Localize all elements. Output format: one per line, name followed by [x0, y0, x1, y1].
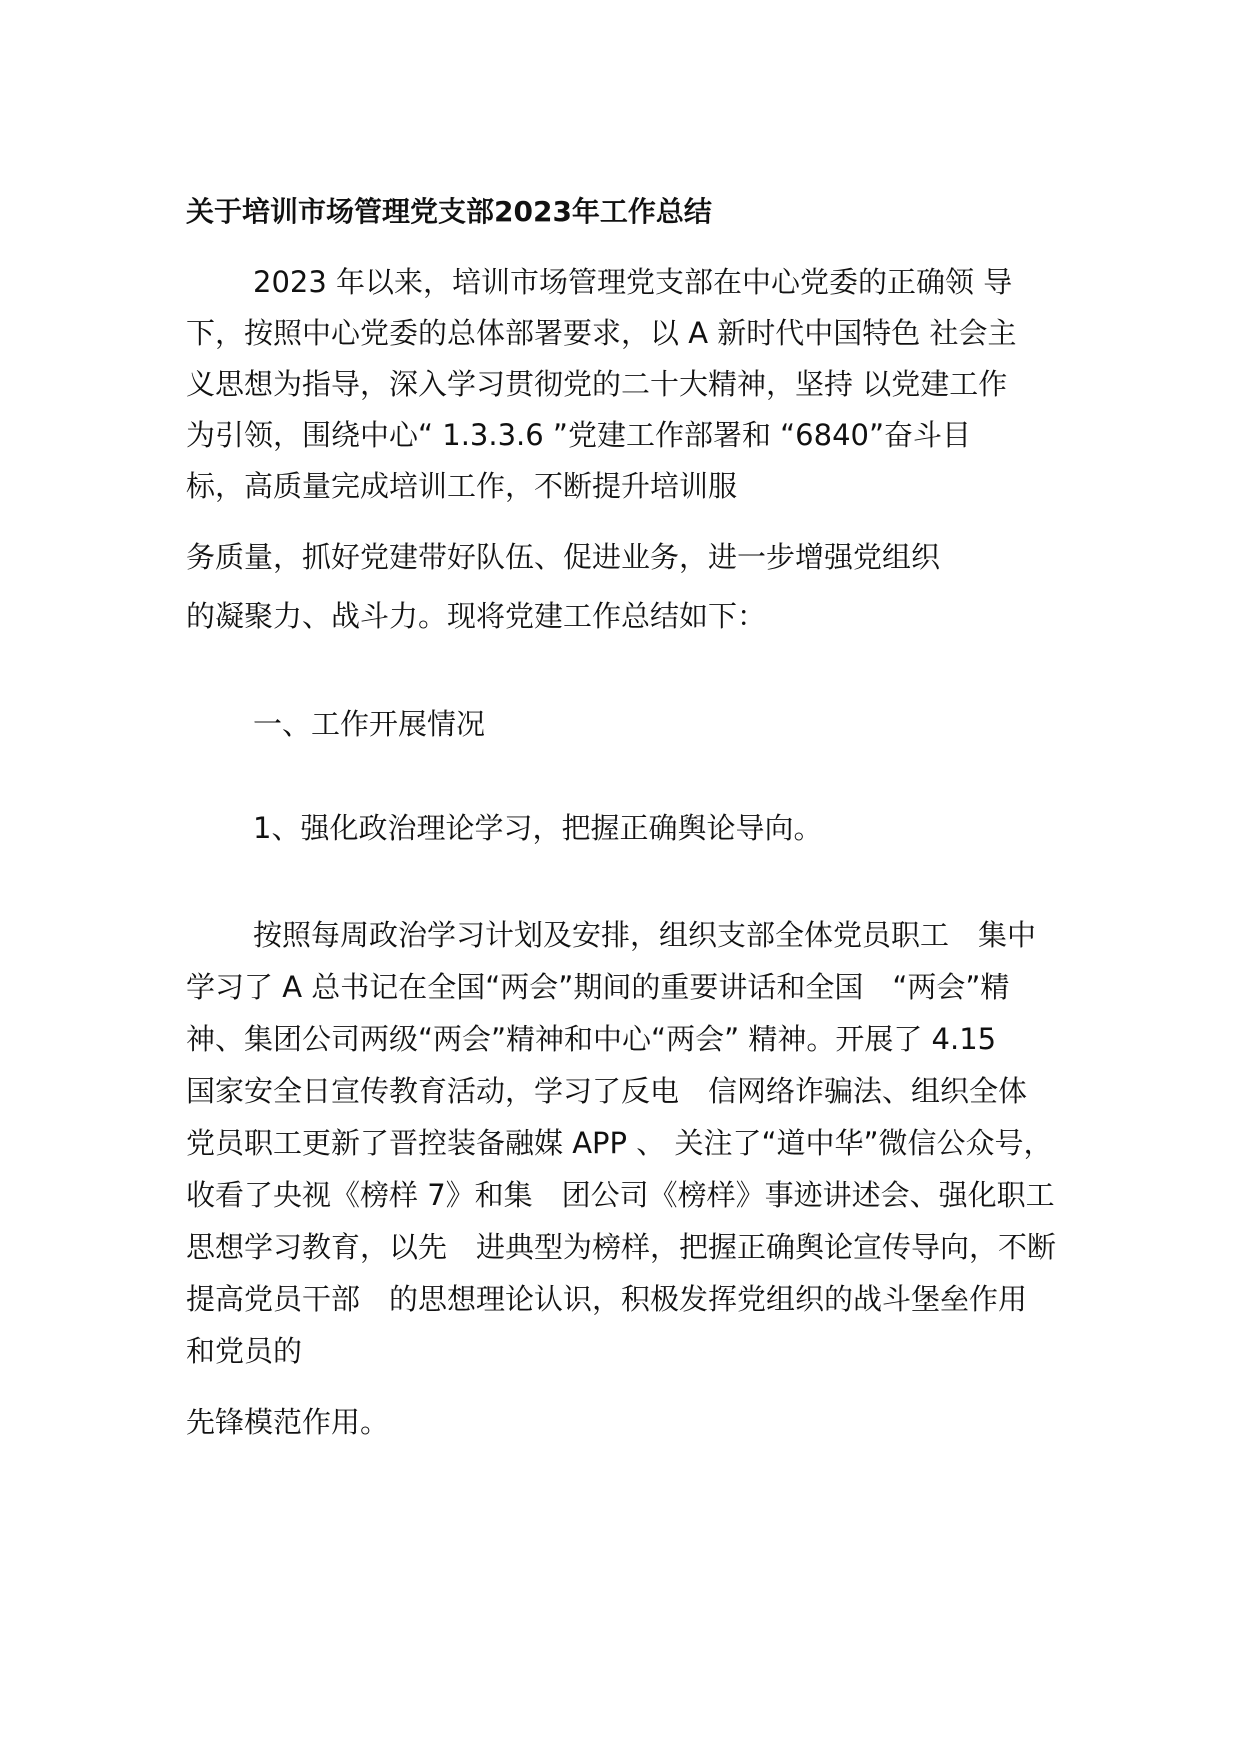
- body-line-9: 和党员的: [186, 1334, 303, 1368]
- body-line-7: 思想学习教育，以先 进典型为榜样，把握正确舆论宣传导向，不断: [186, 1230, 1057, 1264]
- body-line-10: 先锋模范作用。: [186, 1405, 390, 1439]
- intro-line-5: 标，高质量完成培训工作，不断提升培训服: [186, 469, 738, 503]
- intro-line-2: 下，按照中心党委的总体部署要求，以 A 新时代中国特色 社会主: [186, 316, 1017, 350]
- intro-line-1: 2023 年以来，培训市场管理党支部在中心党委的正确领 导: [253, 265, 1013, 299]
- body-line-1: 按照每周政治学习计划及安排，组织支部全体党员职工 集中: [253, 918, 1037, 952]
- body-line-6: 收看了央视《榜样 7》和集 团公司《榜样》事迹讲述会、强化职工: [186, 1178, 1055, 1212]
- intro-line-7: 的凝聚力、战斗力。现将党建工作总结如下：: [186, 599, 767, 633]
- body-line-5: 党员职工更新了晋控装备融媒 APP 、 关注了“道中华”微信公众号，: [186, 1126, 1053, 1160]
- body-line-4: 国家安全日宣传教育活动，学习了反电 信网络诈骗法、组织全体: [186, 1074, 1028, 1108]
- body-line-3: 神、集团公司两级“两会”精神和中心“两会” 精神。开展了 4.15: [186, 1022, 997, 1056]
- document-title: 关于培训市场管理党支部2023年工作总结: [186, 195, 712, 228]
- intro-line-3: 义思想为指导，深入学习贯彻党的二十大精神，坚持 以党建工作: [186, 367, 1008, 401]
- section-heading: 一、工作开展情况: [253, 707, 486, 741]
- body-line-8: 提高党员干部 的思想理论认识，积极发挥党组织的战斗堡垒作用: [186, 1282, 1028, 1316]
- subsection-heading: 1、强化政治理论学习，把握正确舆论导向。: [253, 811, 823, 845]
- intro-line-4: 为引领，围绕中心“ 1.3.3.6 ”党建工作部署和 “6840”奋斗目: [186, 418, 972, 452]
- intro-line-6: 务质量，抓好党建带好队伍、促进业务，进一步增强党组织: [186, 540, 941, 574]
- body-line-2: 学习了 A 总书记在全国“两会”期间的重要讲话和全国 “两会”精: [186, 970, 1010, 1004]
